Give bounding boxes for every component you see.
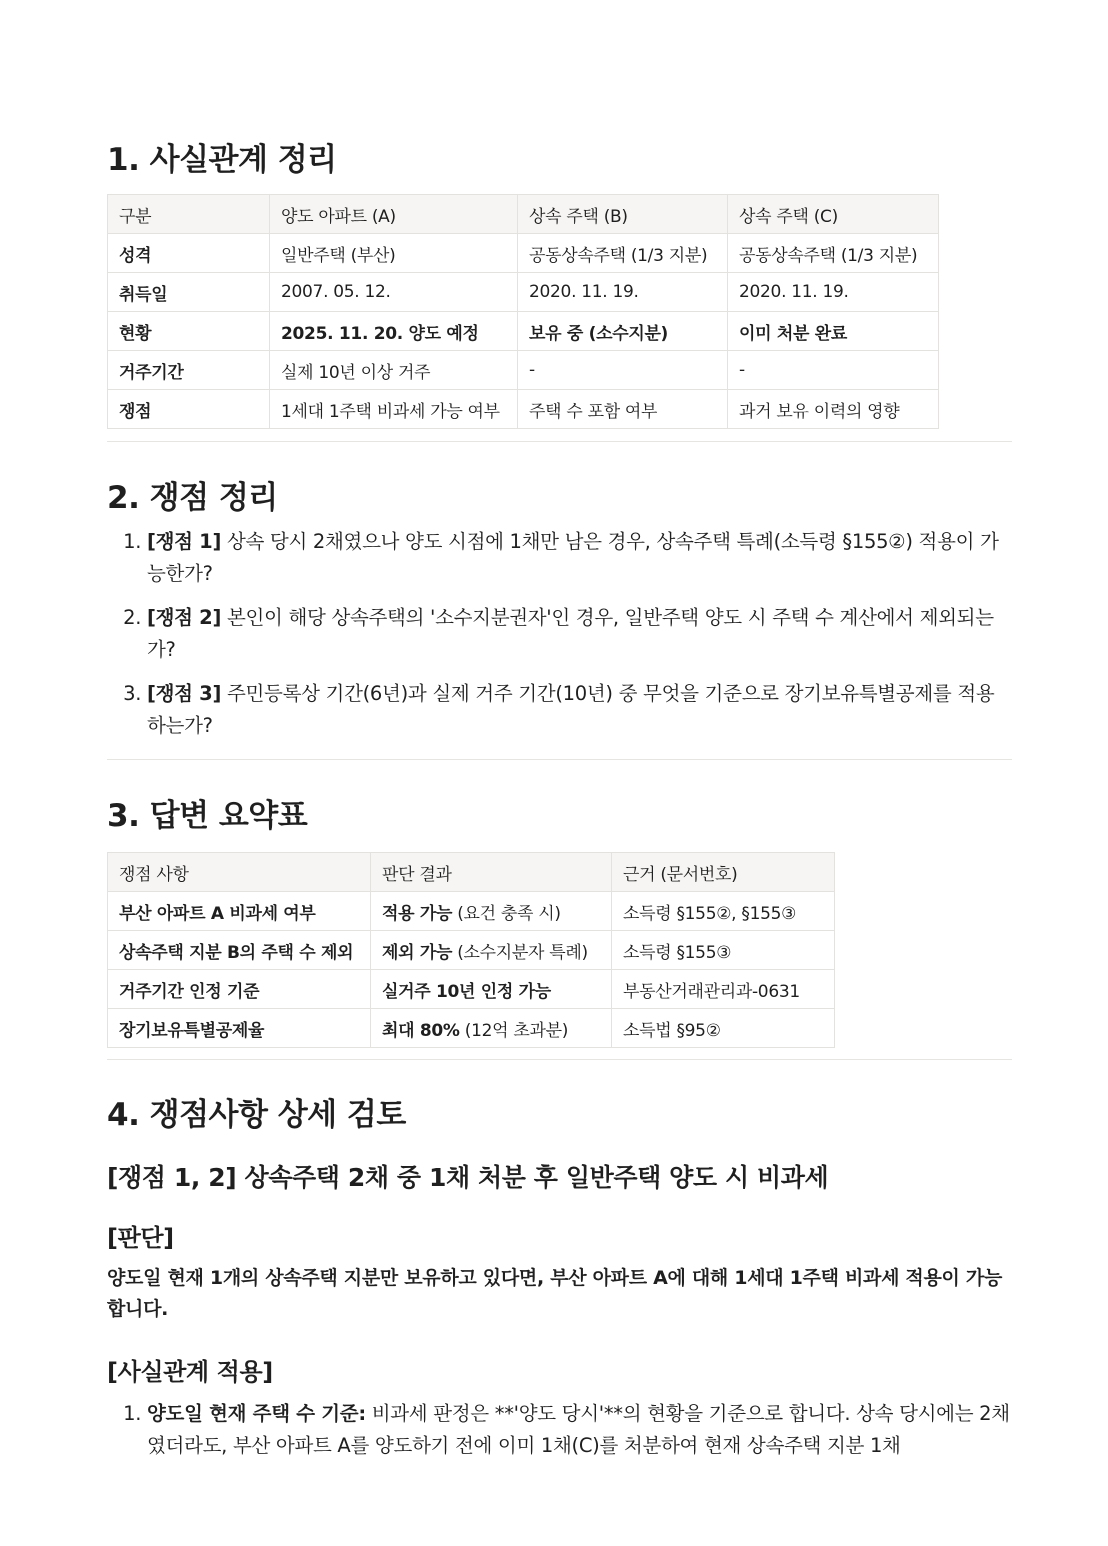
section-3-title: 3. 답변 요약표	[107, 798, 308, 834]
item-text: 비과세 판정은 **'양도 당시'**의 현황을 기준으로 합니다. 상속 당시에는 2채였더라도, 부산 아파트 A를 양도하기 전에 이미 1채(C)를 처분하여 현재 상속주택 지분 1채	[147, 1402, 1010, 1457]
table-cell: 일반주택 (부산)	[270, 234, 518, 273]
basis-cell: 소득령 §155②, §155③	[612, 892, 835, 931]
issue-text: 상속 당시 2채였으나 양도 시점에 1채만 남은 경우, 상속주택 특례(소득령 §155②) 적용이 가능한가?	[147, 530, 999, 585]
issue-label: [쟁점 2]	[147, 606, 222, 629]
summary-table-header	[108, 853, 835, 892]
table-cell: 1세대 1주택 비과세 가능 여부	[270, 390, 518, 429]
table-cell: 보유 중 (소수지분)	[518, 312, 728, 351]
facts-table	[107, 194, 939, 429]
divider	[107, 441, 1012, 442]
facts-application-label: [사실관계 적용]	[107, 1358, 273, 1386]
result-rest: (소수지분자 특례)	[452, 942, 588, 963]
table-row	[108, 273, 939, 312]
result-rest: (요건 충족 시)	[452, 903, 561, 924]
result-cell	[371, 892, 612, 931]
result-bold: 적용 가능	[382, 903, 453, 924]
header-cell: 구분	[108, 195, 270, 234]
facts-application-list	[107, 1398, 1012, 1474]
issue-label: [쟁점 3]	[147, 682, 222, 705]
facts-table-header	[108, 195, 939, 234]
table-row	[108, 931, 835, 970]
judgment-text: 양도일 현재 1개의 상속주택 지분만 보유하고 있다면, 부산 아파트 A에 대해 1세대 1주택 비과세 적용이 가능합니다.	[107, 1267, 1003, 1320]
divider	[107, 759, 1012, 760]
issue-list	[107, 526, 1012, 754]
basis-cell: 부동산거래관리과-0631	[612, 970, 835, 1009]
list-item	[147, 526, 1012, 590]
item-label: 양도일 현재 주택 수 기준:	[147, 1402, 366, 1425]
table-cell: 주택 수 포함 여부	[518, 390, 728, 429]
section-4-title: 4. 쟁점사항 상세 검토	[107, 1097, 406, 1133]
summary-table	[107, 852, 835, 1048]
table-cell: 2007. 05. 12.	[270, 273, 518, 312]
table-row	[108, 1009, 835, 1048]
table-row	[108, 892, 835, 931]
issue-cell: 거주기간 인정 기준	[108, 970, 371, 1009]
result-cell	[371, 931, 612, 970]
result-cell	[371, 1009, 612, 1048]
basis-cell: 소득법 §95②	[612, 1009, 835, 1048]
detail-heading: [쟁점 1, 2] 상속주택 2채 중 1채 처분 후 일반주택 양도 시 비과세	[107, 1163, 829, 1192]
row-label: 성격	[108, 234, 270, 273]
issue-cell: 장기보유특별공제율	[108, 1009, 371, 1048]
table-cell: 2025. 11. 20. 양도 예정	[270, 312, 518, 351]
result-bold: 제외 가능	[382, 942, 453, 963]
table-row	[108, 390, 939, 429]
row-label: 현황	[108, 312, 270, 351]
issue-text: 본인이 해당 상속주택의 '소수지분권자'인 경우, 일반주택 양도 시 주택 수 계산에서 제외되는가?	[147, 606, 994, 661]
list-item	[147, 678, 1012, 742]
table-cell: 2020. 11. 19.	[518, 273, 728, 312]
row-label: 취득일	[108, 273, 270, 312]
result-bold: 최대 80%	[382, 1020, 460, 1041]
table-cell: 이미 처분 완료	[728, 312, 939, 351]
divider	[107, 1059, 1012, 1060]
header-cell: 상속 주택 (B)	[518, 195, 728, 234]
header-cell: 판단 결과	[371, 853, 612, 892]
table-cell: 실제 10년 이상 거주	[270, 351, 518, 390]
table-cell: -	[518, 351, 728, 390]
section-1-title: 1. 사실관계 정리	[107, 142, 337, 178]
table-row	[108, 312, 939, 351]
header-cell: 상속 주택 (C)	[728, 195, 939, 234]
result-rest: (12억 초과분)	[459, 1020, 569, 1041]
row-label: 거주기간	[108, 351, 270, 390]
table-cell: 공동상속주택 (1/3 지분)	[728, 234, 939, 273]
judgment-label: [판단]	[107, 1224, 174, 1252]
table-row	[108, 970, 835, 1009]
list-item	[147, 1398, 1012, 1462]
row-label: 쟁점	[108, 390, 270, 429]
table-row	[108, 351, 939, 390]
header-cell: 근거 (문서번호)	[612, 853, 835, 892]
basis-cell: 소득령 §155③	[612, 931, 835, 970]
issue-label: [쟁점 1]	[147, 530, 222, 553]
section-2-title: 2. 쟁점 정리	[107, 480, 278, 516]
issue-cell: 부산 아파트 A 비과세 여부	[108, 892, 371, 931]
table-row	[108, 234, 939, 273]
list-item	[147, 602, 1012, 666]
table-cell: 2020. 11. 19.	[728, 273, 939, 312]
header-cell: 양도 아파트 (A)	[270, 195, 518, 234]
issue-text: 주민등록상 기간(6년)과 실제 거주 기간(10년) 중 무엇을 기준으로 장기보유특별공제를 적용하는가?	[147, 682, 995, 737]
table-cell: -	[728, 351, 939, 390]
table-cell: 과거 보유 이력의 영향	[728, 390, 939, 429]
result-cell	[371, 970, 612, 1009]
table-cell: 공동상속주택 (1/3 지분)	[518, 234, 728, 273]
header-cell: 쟁점 사항	[108, 853, 371, 892]
result-bold: 실거주 10년 인정 가능	[382, 981, 551, 1002]
issue-cell: 상속주택 지분 B의 주택 수 제외	[108, 931, 371, 970]
